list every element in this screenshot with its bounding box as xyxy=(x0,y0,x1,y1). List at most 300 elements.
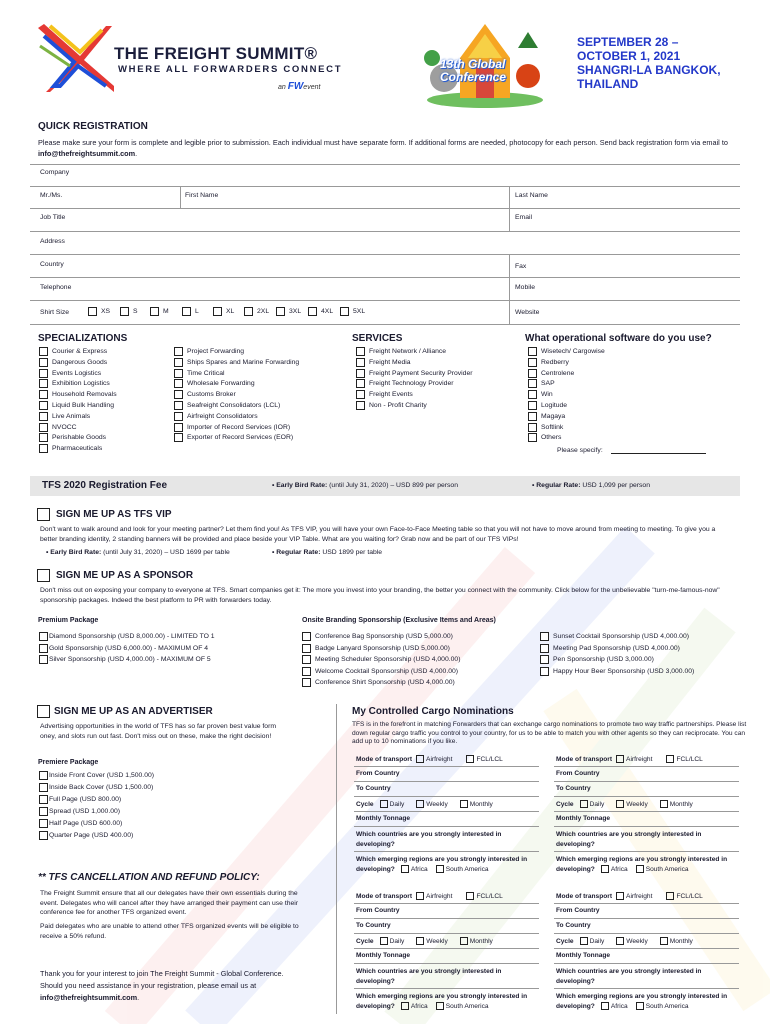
divider xyxy=(554,766,739,767)
regions-interest-row xyxy=(356,992,541,1011)
advertiser-title: SIGN ME UP AS AN ADVERTISER xyxy=(54,706,213,717)
software-label: SAP xyxy=(541,380,555,388)
africa-checkbox[interactable] xyxy=(401,1002,409,1010)
south-america-checkbox[interactable] xyxy=(636,1002,644,1010)
vip-signup[interactable] xyxy=(37,508,172,521)
company-field[interactable]: Company xyxy=(40,169,70,176)
fcl-lcl-label: FCL/LCL xyxy=(676,892,703,900)
specialization-label: Pharmaceuticals xyxy=(52,445,103,453)
monthly-label: Monthly xyxy=(469,937,493,945)
checkbox[interactable] xyxy=(150,307,159,316)
checkbox[interactable] xyxy=(528,358,537,367)
monthly-checkbox[interactable] xyxy=(660,800,668,808)
shirt-size-2xl[interactable] xyxy=(244,307,269,316)
vip-regular xyxy=(272,549,382,556)
software-label: Logitude xyxy=(541,401,568,409)
specialization-item[interactable] xyxy=(39,444,117,453)
software-item[interactable] xyxy=(528,423,605,432)
checkbox[interactable] xyxy=(39,632,48,641)
to-country-field[interactable]: To Country xyxy=(556,922,591,929)
monthly-checkbox[interactable] xyxy=(660,937,668,945)
checkbox[interactable] xyxy=(540,655,549,664)
checkbox[interactable] xyxy=(302,655,311,664)
software-title: What operational software do you use? xyxy=(525,333,712,344)
divider xyxy=(554,918,739,919)
checkbox[interactable] xyxy=(39,412,48,421)
note-end: . xyxy=(135,149,138,158)
brand-title: THE FREIGHT SUMMIT® xyxy=(114,44,318,63)
checkbox[interactable] xyxy=(39,379,48,388)
cycle-row xyxy=(556,800,693,808)
divider xyxy=(554,963,739,964)
mode-of-transport-row xyxy=(556,892,703,900)
location-line-2: THAILAND xyxy=(577,77,639,91)
checkbox[interactable] xyxy=(174,347,183,356)
divider xyxy=(509,186,510,231)
checkbox[interactable] xyxy=(39,401,48,410)
date-line-2: OCTOBER 1, 2021 xyxy=(577,49,681,63)
checkbox[interactable] xyxy=(39,347,48,356)
checkbox[interactable] xyxy=(39,369,48,378)
advertiser-item[interactable] xyxy=(39,783,154,792)
fcl-lcl-label: FCL/LCL xyxy=(676,755,703,763)
onsite-item[interactable] xyxy=(302,678,460,687)
airfreight-checkbox[interactable] xyxy=(616,892,624,900)
divider xyxy=(30,208,740,209)
specialization-item[interactable] xyxy=(39,390,117,399)
regions-interest-row xyxy=(556,992,741,1011)
vip-early-bird xyxy=(46,549,230,556)
country-field[interactable]: Country xyxy=(40,261,64,268)
onsite-label: Meeting Scheduler Sponsorship (USD 4,000.00) xyxy=(315,656,461,663)
airfreight-label: Airfreight xyxy=(426,892,453,900)
sponsor-signup[interactable] xyxy=(37,569,193,582)
daily-checkbox[interactable] xyxy=(580,800,588,808)
checkbox[interactable] xyxy=(174,390,183,399)
brand-subtitle: WHERE ALL FORWARDERS CONNECT xyxy=(118,64,343,75)
fcl-lcl-checkbox[interactable] xyxy=(666,892,674,900)
vip-regular-label: • Regular Rate: xyxy=(272,549,321,556)
south-america-checkbox[interactable] xyxy=(636,865,644,873)
checkbox[interactable] xyxy=(39,444,48,453)
weekly-checkbox[interactable] xyxy=(416,800,424,808)
south-america-checkbox[interactable] xyxy=(436,1002,444,1010)
onsite-label: Conference Bag Sponsorship (USD 5,000.00) xyxy=(315,633,453,640)
divider xyxy=(354,918,539,919)
checkbox[interactable] xyxy=(174,401,183,410)
onsite-label: Conference Shirt Sponsorship (USD 4,000.00) xyxy=(315,679,455,686)
service-item[interactable] xyxy=(356,358,473,367)
divider xyxy=(554,851,739,852)
checkbox[interactable] xyxy=(276,307,285,316)
checkbox[interactable] xyxy=(302,667,311,676)
africa-label: Africa xyxy=(410,865,428,873)
checkbox[interactable] xyxy=(528,390,537,399)
specializations-col-2 xyxy=(174,347,299,442)
software-item[interactable] xyxy=(528,358,605,367)
website-field[interactable]: Website xyxy=(515,309,540,316)
south-america-label: South America xyxy=(645,865,689,873)
daily-checkbox[interactable] xyxy=(380,937,388,945)
daily-label: Daily xyxy=(389,800,405,808)
specialization-label: Customs Broker xyxy=(187,391,236,399)
specialization-item[interactable] xyxy=(174,433,299,442)
monthly-checkbox[interactable] xyxy=(460,800,468,808)
checkbox[interactable] xyxy=(302,678,311,687)
divider xyxy=(354,781,539,782)
thanks-email-link[interactable]: info@thefreightsummit.com xyxy=(40,993,138,1002)
divider xyxy=(354,903,539,904)
specify-input-line[interactable] xyxy=(611,448,706,454)
from-country-field[interactable]: From Country xyxy=(556,770,600,777)
specialization-label: Project Forwarding xyxy=(187,348,245,355)
software-item[interactable] xyxy=(528,379,605,388)
mode-of-transport-row xyxy=(356,892,503,900)
onsite-item[interactable] xyxy=(302,632,460,641)
advertiser-item[interactable] xyxy=(39,807,154,816)
specialization-item[interactable] xyxy=(174,347,299,356)
software-item[interactable] xyxy=(528,390,605,399)
checkbox[interactable] xyxy=(39,644,48,653)
software-item[interactable] xyxy=(528,433,605,442)
cycle-row xyxy=(356,937,493,945)
specialization-item[interactable] xyxy=(174,379,299,388)
specialization-label: Time Critical xyxy=(187,369,225,377)
fax-field[interactable]: Fax xyxy=(515,263,527,270)
checkbox[interactable] xyxy=(39,819,48,828)
countries-interest-field[interactable]: Which countries are you strongly interested in developing? xyxy=(356,831,502,848)
fcl-lcl-label: FCL/LCL xyxy=(476,755,503,763)
daily-checkbox[interactable] xyxy=(380,800,388,808)
checkbox[interactable] xyxy=(302,644,311,653)
specialization-item[interactable] xyxy=(39,369,117,378)
shirt-size-label: Shirt Size xyxy=(40,309,70,316)
advertiser-item[interactable] xyxy=(39,831,154,840)
to-country-field[interactable]: To Country xyxy=(356,922,391,929)
shirt-size-m[interactable] xyxy=(150,307,169,316)
regions-question: Which emerging regions are you strongly interested in developing? xyxy=(556,993,728,1010)
software-item[interactable] xyxy=(528,369,605,378)
onsite-item[interactable] xyxy=(302,667,460,676)
shirt-size-label-2xl: 2XL xyxy=(257,308,270,315)
mode-of-transport-row xyxy=(356,755,503,763)
shirt-size-label-l: L xyxy=(195,308,199,315)
checkbox[interactable] xyxy=(540,632,549,641)
checkbox[interactable] xyxy=(356,358,365,367)
note-email-link[interactable]: info@thefreightsummit.com xyxy=(38,149,136,158)
service-item[interactable] xyxy=(356,379,473,388)
checkbox[interactable] xyxy=(174,433,183,442)
checkbox[interactable] xyxy=(174,358,183,367)
shirt-size-3xl[interactable] xyxy=(276,307,301,316)
weekly-label: Weekly xyxy=(426,937,448,945)
countries-interest-field[interactable]: Which countries are you strongly interested in developing? xyxy=(356,968,502,985)
checkbox[interactable] xyxy=(39,433,48,442)
software-item[interactable] xyxy=(528,401,605,410)
specialization-item[interactable] xyxy=(39,423,117,432)
checkbox[interactable] xyxy=(39,831,48,840)
checkbox[interactable] xyxy=(356,390,365,399)
daily-label: Daily xyxy=(589,937,605,945)
fee-early-bird xyxy=(272,482,458,489)
advertiser-checkbox[interactable] xyxy=(37,705,50,718)
premium-item[interactable] xyxy=(39,632,215,641)
south-america-checkbox[interactable] xyxy=(436,865,444,873)
address-field[interactable]: Address xyxy=(40,238,65,245)
checkbox[interactable] xyxy=(356,401,365,410)
cycle-label: Cycle xyxy=(556,800,574,808)
countries-interest-field[interactable]: Which countries are you strongly interested in developing? xyxy=(556,968,702,985)
africa-label: Africa xyxy=(410,1002,428,1010)
weekly-label: Weekly xyxy=(626,937,648,945)
divider xyxy=(354,826,539,827)
checkbox[interactable] xyxy=(174,412,183,421)
software-item[interactable] xyxy=(528,412,605,421)
monthly-tonnage-field[interactable]: Monthly Tonnage xyxy=(356,952,411,959)
specialization-item[interactable] xyxy=(174,358,299,367)
specialization-item[interactable] xyxy=(39,379,117,388)
checkbox[interactable] xyxy=(88,307,97,316)
vip-checkbox[interactable] xyxy=(37,508,50,521)
divider xyxy=(554,781,739,782)
salutation-field[interactable]: Mr./Ms. xyxy=(40,192,63,199)
specialization-item[interactable] xyxy=(39,412,117,421)
service-label: Freight Technology Provider xyxy=(369,380,454,388)
specialization-item[interactable] xyxy=(39,358,117,367)
specialization-label: Courier & Express xyxy=(52,348,108,355)
specify-label: Please specify: xyxy=(557,447,603,454)
registration-fee-label: TFS 2020 Registration Fee xyxy=(42,480,168,491)
checkbox[interactable] xyxy=(340,307,349,316)
checkbox[interactable] xyxy=(528,347,537,356)
to-country-field[interactable]: To Country xyxy=(356,785,391,792)
checkbox[interactable] xyxy=(39,795,48,804)
date-line-1: SEPTEMBER 28 – xyxy=(577,35,679,49)
cycle-label: Cycle xyxy=(556,937,574,945)
divider xyxy=(30,254,740,255)
specialization-item[interactable] xyxy=(39,401,117,410)
mobile-field[interactable]: Mobile xyxy=(515,284,536,291)
checkbox[interactable] xyxy=(540,667,549,676)
sponsor-title: SIGN ME UP AS A SPONSOR xyxy=(56,570,194,581)
checkbox[interactable] xyxy=(120,307,129,316)
africa-label: Africa xyxy=(610,865,628,873)
premium-item[interactable] xyxy=(39,655,215,664)
shirt-size-s[interactable] xyxy=(120,307,138,316)
fcl-lcl-checkbox[interactable] xyxy=(666,755,674,763)
last-name-field[interactable]: Last Name xyxy=(515,192,548,199)
checkbox[interactable] xyxy=(39,783,48,792)
fee-early-label: • Early Bird Rate: xyxy=(272,482,328,489)
onsite-item[interactable] xyxy=(540,655,694,664)
onsite-item[interactable] xyxy=(302,644,460,653)
checkbox[interactable] xyxy=(39,807,48,816)
checkbox[interactable] xyxy=(39,358,48,367)
fcl-lcl-checkbox[interactable] xyxy=(466,755,474,763)
shirt-size-label-s: S xyxy=(133,308,138,315)
vip-description: Don't want to walk around and look for your meeting partner? Let them find you! As TFS VIP, you will have your own Face-to-Face Meeting table so that you will not have to move around from meeting to meeting. To give you a better branding identity, 2 standing banners will be provided and place beside your VIP Table. What are you waiting for? Grab now and be part of our TFS VIPs! xyxy=(40,526,716,543)
onsite-item[interactable] xyxy=(540,644,694,653)
checkbox[interactable] xyxy=(540,644,549,653)
cycle-label: Cycle xyxy=(356,937,374,945)
checkbox[interactable] xyxy=(356,369,365,378)
airfreight-checkbox[interactable] xyxy=(416,755,424,763)
daily-checkbox[interactable] xyxy=(580,937,588,945)
from-country-field[interactable]: From Country xyxy=(356,907,400,914)
specialization-label: Perishable Goods xyxy=(52,434,107,442)
monthly-label: Monthly xyxy=(669,800,693,808)
checkbox[interactable] xyxy=(308,307,317,316)
airfreight-checkbox[interactable] xyxy=(416,892,424,900)
checkbox[interactable] xyxy=(528,369,537,378)
divider xyxy=(554,796,739,797)
advertiser-label: Half Page (USD 600.00) xyxy=(49,820,123,827)
weekly-label: Weekly xyxy=(626,800,648,808)
checkbox[interactable] xyxy=(356,379,365,388)
advertiser-label: Inside Front Cover (USD 1,500.00) xyxy=(49,772,155,779)
checkbox[interactable] xyxy=(39,655,48,664)
specialization-item[interactable] xyxy=(174,390,299,399)
nominations-title: My Controlled Cargo Nominations xyxy=(352,706,514,717)
advertiser-item[interactable] xyxy=(39,795,154,804)
regions-interest-row xyxy=(556,855,741,874)
telephone-field[interactable]: Telephone xyxy=(40,284,72,291)
shirt-size-5xl[interactable] xyxy=(340,307,365,316)
service-item[interactable] xyxy=(356,347,473,356)
software-specify-field[interactable] xyxy=(557,447,706,454)
divider xyxy=(180,186,181,208)
regions-interest-row xyxy=(356,855,541,874)
monthly-tonnage-field[interactable]: Monthly Tonnage xyxy=(356,815,411,822)
checkbox[interactable] xyxy=(39,423,48,432)
countries-interest-field[interactable]: Which countries are you strongly interested in developing? xyxy=(556,831,702,848)
divider xyxy=(554,948,739,949)
service-label: Freight Payment Security Provider xyxy=(369,369,473,377)
specialization-label: Airfreight Consolidators xyxy=(187,412,258,420)
checkbox[interactable] xyxy=(174,379,183,388)
monthly-checkbox[interactable] xyxy=(460,937,468,945)
specialization-item[interactable] xyxy=(174,412,299,421)
weekly-checkbox[interactable] xyxy=(416,937,424,945)
from-country-field[interactable]: From Country xyxy=(356,770,400,777)
checkbox[interactable] xyxy=(528,433,537,442)
service-item[interactable] xyxy=(356,401,473,410)
email-field[interactable]: Email xyxy=(515,214,532,221)
shirt-size-xs[interactable] xyxy=(88,307,110,316)
premium-label: Diamond Sponsorship (USD 8,000.00) - LIMITED TO 1 xyxy=(49,633,215,640)
monthly-tonnage-field[interactable]: Monthly Tonnage xyxy=(556,815,611,822)
divider xyxy=(554,903,739,904)
divider xyxy=(554,826,739,827)
conference-title xyxy=(440,58,506,84)
checkbox[interactable] xyxy=(302,632,311,641)
checkbox[interactable] xyxy=(528,379,537,388)
weekly-checkbox[interactable] xyxy=(616,800,624,808)
specialization-item[interactable] xyxy=(174,423,299,432)
advertiser-label: Inside Back Cover (USD 1,500.00) xyxy=(49,784,154,791)
freight-summit-logo-icon xyxy=(36,22,116,94)
daily-label: Daily xyxy=(389,937,405,945)
advertiser-label: Spread (USD 1,000.00) xyxy=(49,808,121,815)
to-country-field[interactable]: To Country xyxy=(556,785,591,792)
vip-regular-value: USD 1899 per table xyxy=(322,549,383,556)
specializations-title: SPECIALIZATIONS xyxy=(38,333,128,344)
checkbox[interactable] xyxy=(39,771,48,780)
software-label: Others xyxy=(541,434,562,442)
sponsor-checkbox[interactable] xyxy=(37,569,50,582)
onsite-label: Pen Sponsorship (USD 3,000.00) xyxy=(553,656,654,663)
onsite-item[interactable] xyxy=(540,667,694,676)
onsite-item[interactable] xyxy=(302,655,460,664)
checkbox[interactable] xyxy=(356,347,365,356)
fee-regular xyxy=(532,482,650,489)
fcl-lcl-checkbox[interactable] xyxy=(466,892,474,900)
advertiser-signup[interactable] xyxy=(37,705,213,718)
monthly-tonnage-field[interactable]: Monthly Tonnage xyxy=(556,952,611,959)
africa-checkbox[interactable] xyxy=(601,865,609,873)
shirt-size-l[interactable] xyxy=(182,307,199,316)
column-divider xyxy=(336,704,337,1014)
airfreight-checkbox[interactable] xyxy=(616,755,624,763)
first-name-field[interactable]: First Name xyxy=(185,192,219,199)
job-title-field[interactable]: Job Title xyxy=(40,214,66,221)
specialization-item[interactable] xyxy=(39,347,117,356)
advertiser-item[interactable] xyxy=(39,771,154,780)
cycle-row xyxy=(556,937,693,945)
software-item[interactable] xyxy=(528,347,605,356)
onsite-label: Badge Lanyard Sponsorship (USD 5,000.00) xyxy=(315,644,450,652)
onsite-item[interactable] xyxy=(540,632,694,641)
africa-label: Africa xyxy=(610,1002,628,1010)
fee-regular-value: USD 1,099 per person xyxy=(582,482,650,489)
specialization-item[interactable] xyxy=(39,433,117,442)
premium-label: Silver Sponsorship (USD 4,000.00) - MAXIMUM OF 5 xyxy=(49,656,211,663)
advertiser-item[interactable] xyxy=(39,819,154,828)
checkbox[interactable] xyxy=(528,423,537,432)
africa-checkbox[interactable] xyxy=(601,1002,609,1010)
checkbox[interactable] xyxy=(213,307,222,316)
weekly-checkbox[interactable] xyxy=(616,937,624,945)
divider xyxy=(509,254,510,324)
services-title: SERVICES xyxy=(352,333,403,344)
shirt-size-4xl[interactable] xyxy=(308,307,333,316)
checkbox[interactable] xyxy=(244,307,253,316)
checkbox[interactable] xyxy=(174,423,183,432)
specialization-item[interactable] xyxy=(174,369,299,378)
checkbox[interactable] xyxy=(174,369,183,378)
checkbox[interactable] xyxy=(528,401,537,410)
onsite-label: Meeting Pad Sponsorship (USD 4,000.00) xyxy=(553,644,680,652)
premium-item[interactable] xyxy=(39,644,215,653)
africa-checkbox[interactable] xyxy=(401,865,409,873)
checkbox[interactable] xyxy=(39,390,48,399)
specialization-label: Events Logistics xyxy=(52,369,102,377)
onsite-list-col-1 xyxy=(302,632,460,687)
from-country-field[interactable]: From Country xyxy=(556,907,600,914)
shirt-size-xl[interactable] xyxy=(213,307,234,316)
specialization-item[interactable] xyxy=(174,401,299,410)
service-item[interactable] xyxy=(356,390,473,399)
specialization-label: Exhibition Logistics xyxy=(52,380,110,388)
thanks-end: . xyxy=(137,993,140,1002)
location-line-1: SHANGRI-LA BANGKOK, xyxy=(577,63,721,77)
policy-paragraph-2: Paid delegates who are unable to attend other TFS organized events will be eligible to receive a 50% refund. xyxy=(40,923,299,940)
divider xyxy=(554,811,739,812)
vip-early-label: • Early Bird Rate: xyxy=(46,549,102,556)
service-item[interactable] xyxy=(356,369,473,378)
checkbox[interactable] xyxy=(182,307,191,316)
checkbox[interactable] xyxy=(528,412,537,421)
